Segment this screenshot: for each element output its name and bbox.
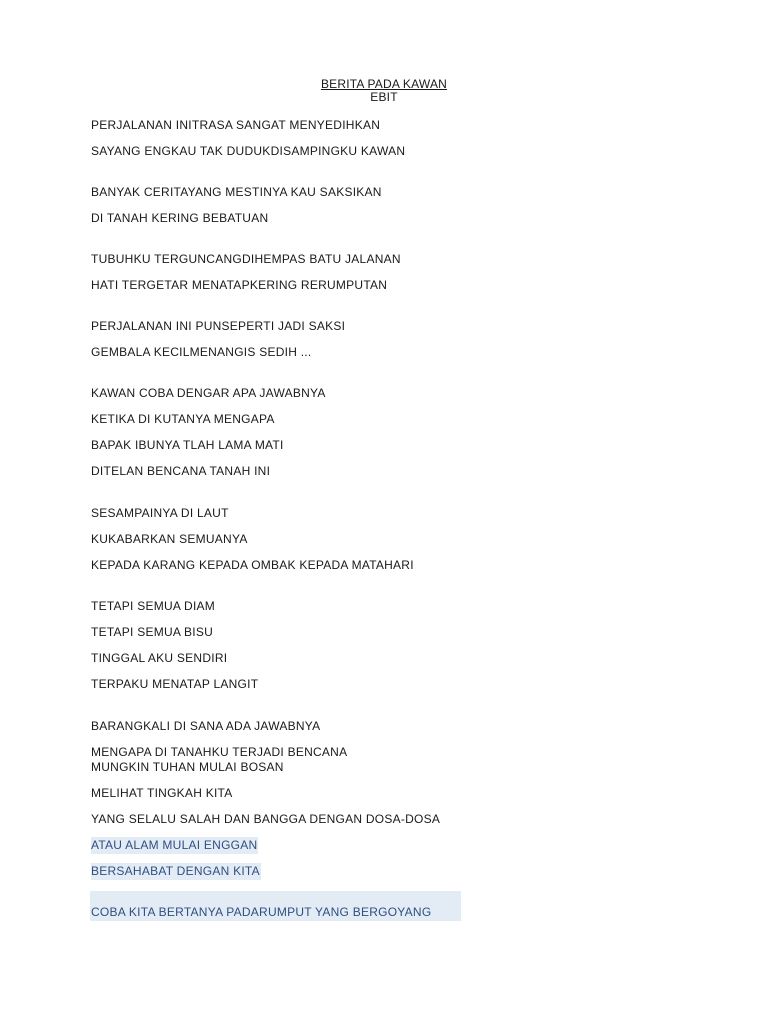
lyric-line: TUBUHKU TERGUNCANGDIHEMPAS BATU JALANAN	[91, 252, 401, 266]
lyric-line: DITELAN BENCANA TANAH INI	[91, 464, 271, 478]
selected-lyric-line	[91, 838, 258, 852]
lyric-line: SESAMPAINYA DI LAUT	[91, 506, 229, 520]
lyric-line: MENGAPA DI TANAHKU TERJADI BENCANA	[91, 745, 348, 759]
selected-text: BERSAHABAT DENGAN KITA	[91, 864, 260, 878]
lyric-line: PERJALANAN INITRASA SANGAT MENYEDIHKAN	[91, 118, 381, 132]
lyric-line: PERJALANAN INI PUNSEPERTI JADI SAKSI	[91, 319, 346, 333]
lyric-line: TETAPI SEMUA BISU	[91, 625, 214, 639]
lyric-line: GEMBALA KECILMENANGIS SEDIH ...	[91, 345, 312, 359]
lyric-line: BARANGKALI DI SANA ADA JAWABNYA	[91, 719, 321, 733]
lyric-line: TETAPI SEMUA DIAM	[91, 599, 216, 613]
lyric-line: TERPAKU MENATAP LANGIT	[91, 677, 259, 691]
lyric-line: MELIHAT TINGKAH KITA	[91, 786, 233, 800]
lyric-line: KAWAN COBA DENGAR APA JAWABNYA	[91, 386, 326, 400]
lyric-line: KUKABARKAN SEMUANYA	[91, 532, 248, 546]
lyric-line: YANG SELALU SALAH DAN BANGGA DENGAN DOSA-DOSA	[91, 812, 441, 826]
title-block	[0, 78, 768, 104]
lyric-line: SAYANG ENGKAU TAK DUDUKDISAMPINGKU KAWAN	[91, 144, 406, 158]
lyric-line: KEPADA KARANG KEPADA OMBAK KEPADA MATAHARI	[91, 558, 414, 572]
lyric-line: MUNGKIN TUHAN MULAI BOSAN	[91, 760, 284, 774]
selected-lyric-line: COBA KITA BERTANYA PADARUMPUT YANG BERGOYANG	[91, 905, 432, 919]
lyric-line: BAPAK IBUNYA TLAH LAMA MATI	[91, 438, 284, 452]
page-title: BERITA PADA KAWAN	[320, 77, 448, 91]
lyric-line: DI TANAH KERING BEBATUAN	[91, 211, 269, 225]
selected-lyric-line	[91, 864, 261, 878]
author-name: EBIT	[370, 90, 398, 104]
lyric-line: HATI TERGETAR MENATAPKERING RERUMPUTAN	[91, 278, 388, 292]
lyric-line: TINGGAL AKU SENDIRI	[91, 651, 228, 665]
selected-text: ATAU ALAM MULAI ENGGAN	[91, 838, 258, 852]
lyric-line: KETIKA DI KUTANYA MENGAPA	[91, 412, 275, 426]
lyric-line: BANYAK CERITAYANG MESTINYA KAU SAKSIKAN	[91, 185, 382, 199]
